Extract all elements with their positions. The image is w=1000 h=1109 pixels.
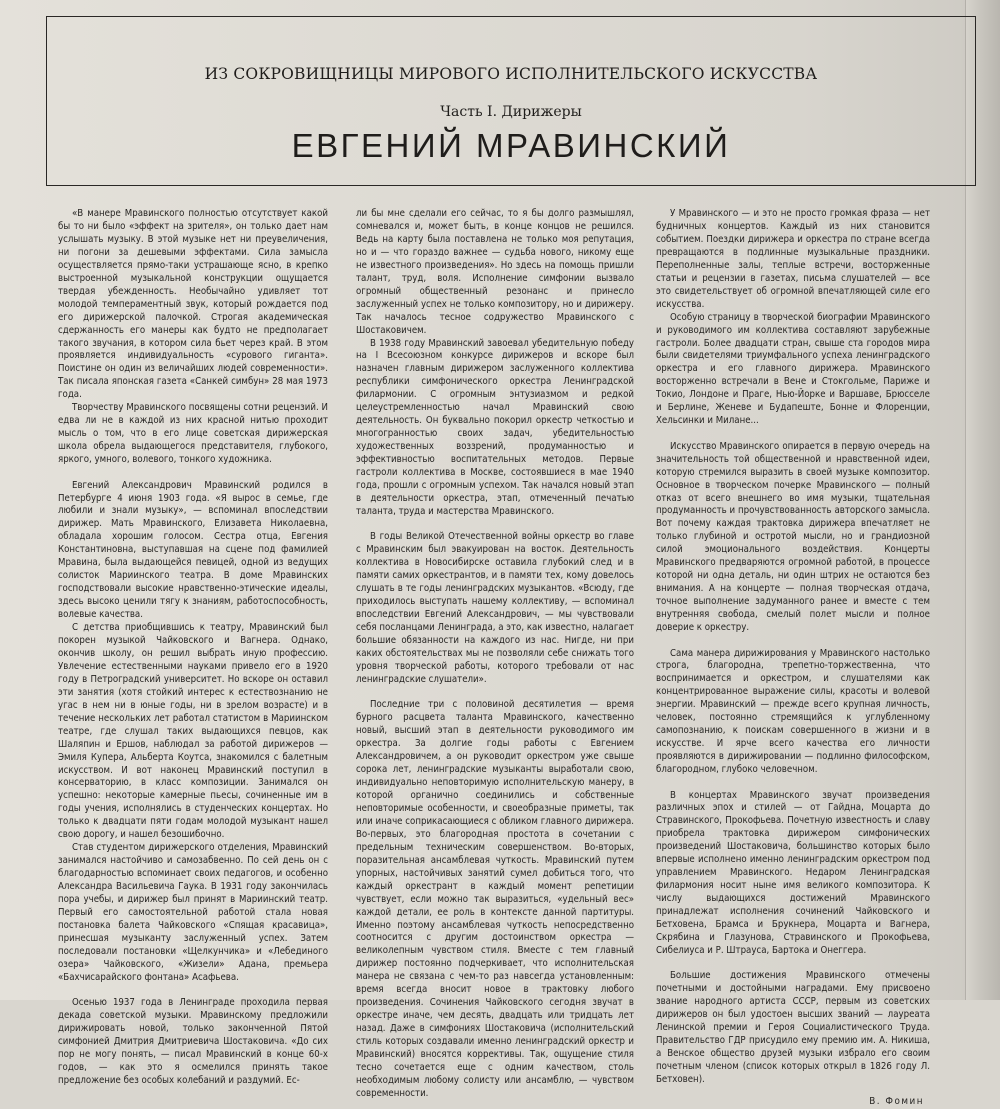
paragraph: Евгений Александрович Мравинский родился в Петербурге 4 июня 1903 года. «Я вырос в семье, где любили и знали музыку», — вспоминал впоследствии дирижер. Мать Мравинского, Елизавета Николаевна, обладала хорошим голосом. Сестра отца, Евгения Константиновна, выступавшая на сцене под фамилией Мравина, была выдающейся певицей, одной из ведущих солисток Мариинского театра. В доме Мравинских господствовали высокие нравственно-этические идеалы, здесь высоко ценили тягу к знаниям, работоспособность, волевые качества. <box>58 479 328 621</box>
text-column-2 <box>356 208 634 1101</box>
paragraph: Сама манера дирижирования у Мравинского настолько строга, благородна, трепетно-торжественна, что воспринимается и оркестром, и слушателями как концентрированное выражение силы, красоты и волевой энергии. Мравинский — прежде всего крупная личность, человек, постоянно стремящийся к углубленному самопознанию, к поискам совершенного в жизни и в искусстве. И ярче всего качества его личности проявляются в дирижировании — подлинно философском, благородном, глубоко человечном. <box>656 647 930 776</box>
text-column-3 <box>656 208 930 1109</box>
paragraph: Большие достижения Мравинского отмечены почетными и достойными наградами. Ему присвоено звание народного артиста СССР, первым из советских дирижеров он был удостоен высших званий — лауреата Ленинской премии и Героя Социалистического Труда. Правительство ГДР присудило ему премию им. А. Никиша, а Венское общество друзей музыки избрало его своим почетным членом (список которых открыл в 1826 году Л. Бетховен). <box>656 970 930 1086</box>
author-signature: В. Фомин <box>869 1096 924 1107</box>
paragraph: Став студентом дирижерского отделения, Мравинский занимался настойчиво и самозабвенно. По сей день он с благодарностью вспоминает своих педагогов, и особенно Александра Васильевича Гаука. В 1931 году закончилась пора учебы, и дирижер был принят в Мариинский театр. Первый его самостоятельной работой стала новая постановка балета Чайковского «Спящая красавица», принесшая музыканту заслуженный успех. Затем последовали постановки «Щелкунчика» и «Лебединого озера» Чайковского, «Жизели» Адана, премьера «Бахчисарайского фонтана» Асафьева. <box>58 842 328 983</box>
paragraph: Особую страницу в творческой биографии Мравинского и руководимого им коллектива составляют зарубежные гастроли. Более двадцати стран, свыше ста городов мира были свидетелями триумфального успеха ленинградского оркестра и его главного дирижера. Мравинского восторженно встречали в Вене и Стокгольме, Париже и Токио, Лондоне и Праге, Нью-Йорке и Варшаве, Брюсселе и Берлине, Женеве и Будапеште, Бонне и Флоренции, Хельсинки и Милане... <box>656 311 930 427</box>
paragraph: «В манере Мравинского полностью отсутствует какой бы то ни было «эффект на зрителя», он только дает нам услышать музыку. В этой музыке нет ни преувеличения, ни погони за дешевыми эффектами. Сила замысла осуществляется прямо-таки устрашающе ясно, в крепко выстроенной музыкальной конструкции ощущается твердая убежденность. Необычайно удивляет тот молодой темпераментный звук, который рождается под его дирижерской палочкой. Строгая академическая сдержанность его манеры как будто не предполагает такого звучания, в котором сила бьет через край. В этом проявляется индивидуальность «сурового гиганта». Поистине он один из величайших людей современности». Так писала японская газета «Санкей симбун» 28 мая 1973 года. <box>58 208 328 401</box>
series-title: ИЗ СОКРОВИЩНИЦЫ МИРОВОГО ИСПОЛНИТЕЛЬСКОГО ИСКУССТВА <box>204 65 818 83</box>
paragraph: У Мравинского — и это не просто громкая фраза — нет будничных концертов. Каждый из них становится событием. Поездки дирижера и оркестра по стране всегда превращаются в подлинные музыкальные праздники. Переполненные залы, теплые встречи, восторженные статьи и рецензии в газетах, письма слушателей — все это свидетельствует об огромной впечатляющей силе его искусства. <box>656 208 930 310</box>
paragraph: Творчеству Мравинского посвящены сотни рецензий. И едва ли не в каждой из них красной нитью проходит мысль о том, что в его лице советская дирижерская школа обрела выдающегося представителя, глубокого, яркого, умного, волевого, тонкого художника. <box>58 402 328 466</box>
paragraph: ли бы мне сделали его сейчас, то я бы долго размышлял, сомневался и, может быть, в конце концов не решился. Ведь на карту была поставлена не только моя репутация, но и — что гораздо важнее — судьба нового, никому еще не известного произведения». Но здесь на помощь пришли талант, труд, воля. Исполнение симфонии вызвало огромный общественный резонанс и принесло заслуженный успех не только композитору, но и дирижеру. Так началось тесное содружество Мравинского с Шостаковичем. <box>356 208 634 336</box>
paragraph: Последние три с половиной десятилетия — время бурного расцвета таланта Мравинского, качественно новый, высший этап в деятельности руководимого им оркестра. За долгие годы работы с Евгением Александровичем, а он руководит оркестром уже свыше сорока лет, ленинградские музыканты выработали свою, индивидуально неповторимую исполнительскую манеру, в которой органично соединились и собственные неповторимые особенности, и своеобразные приметы, так или иначе соприкасающиеся с обликом главного дирижера. Во-первых, это благородная простота в сочетании с предельным техническим совершенством. Во-вторых, поразительная ансамблевая чуткость. Мравинский путем упорных, настойчивых занятий сумел добиться того, что каждый оркестрант в каждый момент репетиции чувствует, если можно так выразиться, «удельный вес» каждой детали, ее роль в контексте данной партитуры. Именно поэтому ансамблевая чуткость непосредственно соотносится с другим достоинством оркестра — великолепным чувством стиля. Вместе с тем главный дирижер постоянно подчеркивает, что исполнительская манера не связана с чем-то раз навсегда установленным: время всегда вносит новое в трактовку любого произведения. Сочинения Чайковского сегодня звучат в оркестре иначе, чем десять, двадцать или тридцать лет назад. Даже в симфониях Шостаковича (исполнительский стиль которых создавали именно ленинградский оркестр и Мравинский) вносятся коррективы. Так, ощущение стиля тесно сочетается еще с одним качеством, столь необходимым любому солисту или ансамблю, — чувством современности. <box>356 699 634 1099</box>
paragraph: Искусство Мравинского опирается в первую очередь на значительность той общественной и нравственной идеи, которую стремился выразить в своей музыке композитор. Основное в творческом почерке Мравинского — полный отказ от всего внешнего во имя музыки, тщательная продуманность и прочувствованность авторского замысла. Вот почему каждая трактовка дирижера впечатляет не только глубиной и остротой мысли, но и грандиозной силой эмоционального воздействия. Концерты Мравинского предваряются огромной работой, в процессе которой ни одна деталь, ни один штрих не остаются без внимания. А на концерте — полная творческая отдача, точное выполнение задуманного ранее и вместе с тем внутренняя свобода, смелый полет мысли и полное доверие к оркестру. <box>656 440 930 634</box>
paragraph: В концертах Мравинского звучат произведения различных эпох и стилей — от Гайдна, Моцарта до Стравинского, Прокофьева. Почетную известность и славу приобрела трактовка дирижером симфонических произведений Шостаковича, большинство которых было впервые исполнено именно ленинградским оркестром под управлением Мравинского. Недаром Ленинградская филармония носит ныне имя великого композитора. К числу выдающихся достижений Мравинского принадлежат исполнения сочинений Чайковского и Бетховена, Брамса и Брукнера, Моцарта и Вагнера, Скрябина и Глазунова, Стравинского и Прокофьева, Сибелиуса и Р. Штрауса, Бартока и Онеггера. <box>656 789 930 956</box>
page-title: ЕВГЕНИЙ МРАВИНСКИЙ <box>291 127 731 164</box>
paragraph: В годы Великой Отечественной войны оркестр во главе с Мравинским был эвакуирован на восток. Деятельность коллектива в Новосибирске оставила глубокий след и в памяти самих оркестрантов, и в памяти тех, кому довелось слушать в те годы ленинградских музыкантов. «Всюду, где приходилось выступать нашему коллективу, — вспоминал впоследствии Евгений Александрович, — мы чувствовали себя посланцами Ленинграда, а это, как известно, налагает большие обязанности на каждого из нас. Нигде, ни при каких обстоятельствах мы не позволяли себе снижать того уровня творческой работы, которого требовали от нас ленинградские слушатели». <box>356 531 634 685</box>
paragraph: В 1938 году Мравинский завоевал убедительную победу на I Всесоюзном конкурсе дирижеров и вскоре был назначен главным дирижером заслуженного коллектива республики симфонического оркестра Ленинградской филармонии. С огромным энтузиазмом и редкой целеустремленностью начал Мравинский свою деятельность. Он буквально покорил оркестр четкостью и многогранностью своих задач, убедительностью художественных воззрений, продуманностью и эффективностью воспитательных методов. Первые гастроли коллектива в Москве, состоявшиеся в мае 1940 года, прошли с огромным успехом. Так начался новый этап в деятельности оркестра, этап, отмеченный печатью таланта, труда и мастерства Мравинского. <box>356 337 634 517</box>
paragraph: С детства приобщившись к театру, Мравинский был покорен музыкой Чайковского и Вагнера. Однако, окончив школу, он решил выбрать иную профессию. Увлечение естественными науками привело его в 1920 году в Петроградский университет. Но вскоре он оставил эти занятия (хотя стойкий интерес к естествознанию не угас в нем ни в юные годы, ни в зрелом возрасте) и в течение нескольких лет работал статистом в Мариинском театре, где слушал таких выдающихся певцов, как Шаляпин и Ершов, наблюдал за работой дирижеров — Эмиля Купера, Альберта Коутса, знакомился с балетным искусством. И вот наконец Мравинский поступил в консерваторию, в класс композиции. Занимался он успешно: некоторые камерные пьесы, сочиненные им в годы учения, исполнялись в студенческих концертах. Но только к двадцати пяти годам молодой музыкант нашел свою дорогу, и нашел безошибочно. <box>58 622 328 841</box>
paragraph: Осенью 1937 года в Ленинграде проходила первая декада советской музыки. Мравинскому предложили дирижировать новой, только законченной Пятой симфонией Дмитрия Дмитриевича Шостаковича. «До сих пор не могу понять, — писал Мравинский в конце 60-х годов, — как это я осмелился принять такое предложение без особых колебаний и раздумий. Ес- <box>58 997 328 1086</box>
title-frame <box>46 16 976 186</box>
part-subtitle: Часть I. Дирижеры <box>440 104 582 120</box>
text-column-1 <box>58 208 328 1088</box>
